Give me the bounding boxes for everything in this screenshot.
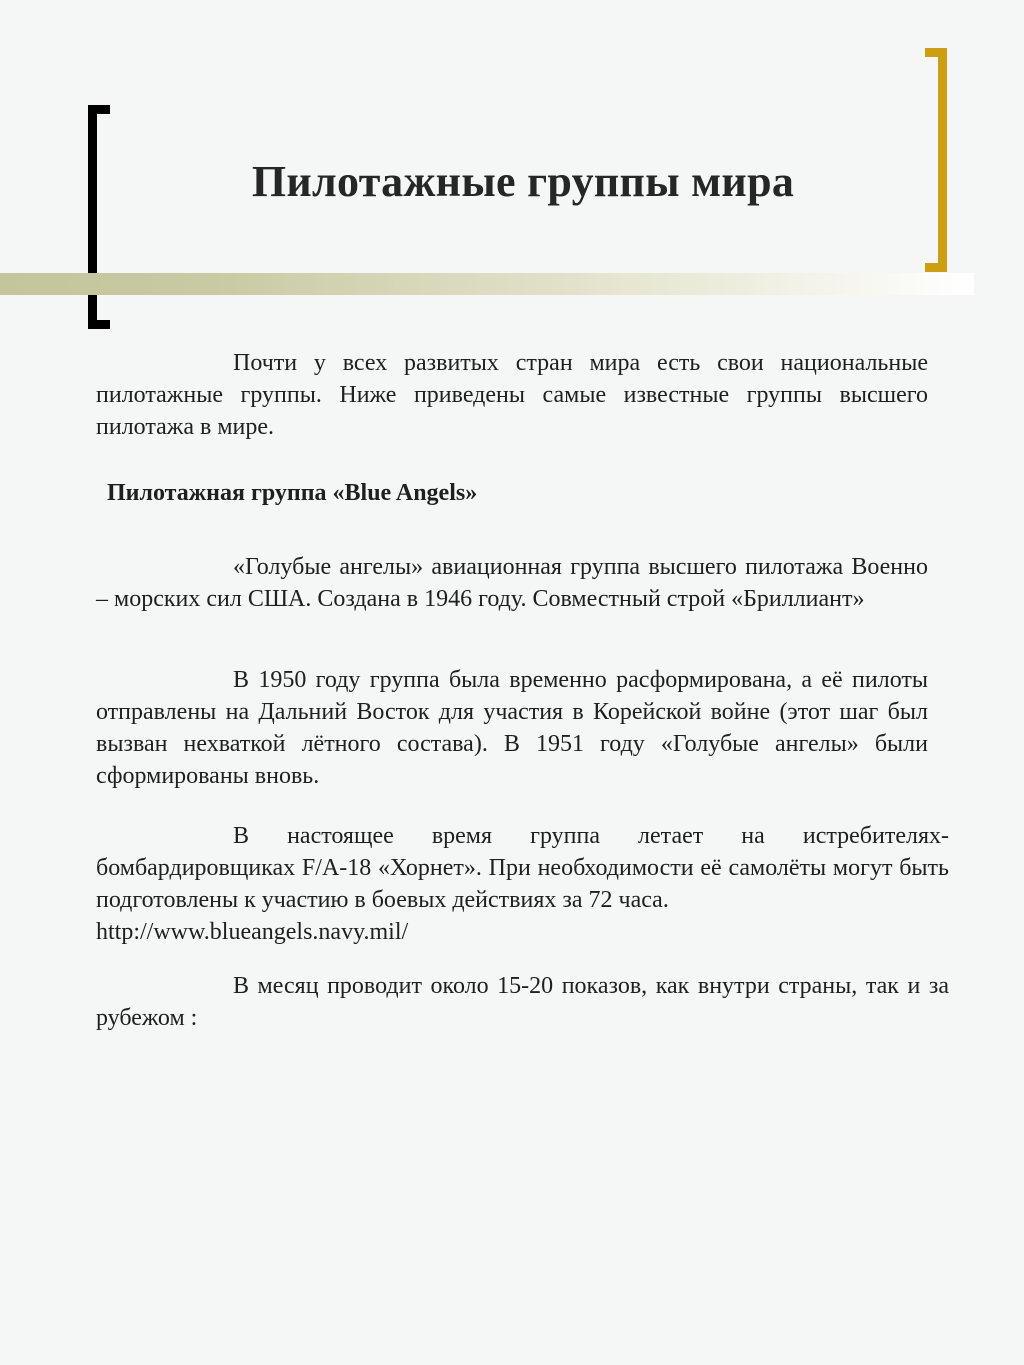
paragraph-aircraft-text: В настоящее время группа летает на истребителях-бомбардировщиках F/A-18 «Хорнет». При необходимости её самолёты могут быть подготовлены к участию в боевых действиях за 72 часа. (96, 823, 949, 913)
paragraph-aircraft (96, 820, 949, 948)
paragraph-history: В 1950 году группа была временно расформирована, а её пилоты отправлены на Дальний Восток для участия в Корейской войне (этот шаг был вызван нехваткой лётного состава). В 1951 году «Голубые ангелы» были сформированы вновь. (96, 667, 928, 789)
paragraph-founding: «Голубые ангелы» авиационная группа высшего пилотажа Военно – морских сил США. Создана в 1946 году. Совместный строй «Бриллиант» (96, 554, 928, 612)
left-bracket-decoration (88, 105, 110, 329)
section-heading: Пилотажная группа «Blue Angels» (107, 480, 478, 506)
intro-paragraph: Почти у всех развитых стран мира есть свои национальные пилотажные группы. Ниже приведены самые известные группы высшего пилотажа в мире. (96, 350, 928, 440)
website-link[interactable]: http://www.blueangels.navy.mil/ (96, 919, 409, 945)
paragraph-shows: В месяц проводит около 15-20 показов, как внутри страны, так и за рубежом : (96, 973, 949, 1031)
page-title: Пилотажные группы мира (251, 157, 795, 206)
title-band-decoration (0, 273, 974, 295)
